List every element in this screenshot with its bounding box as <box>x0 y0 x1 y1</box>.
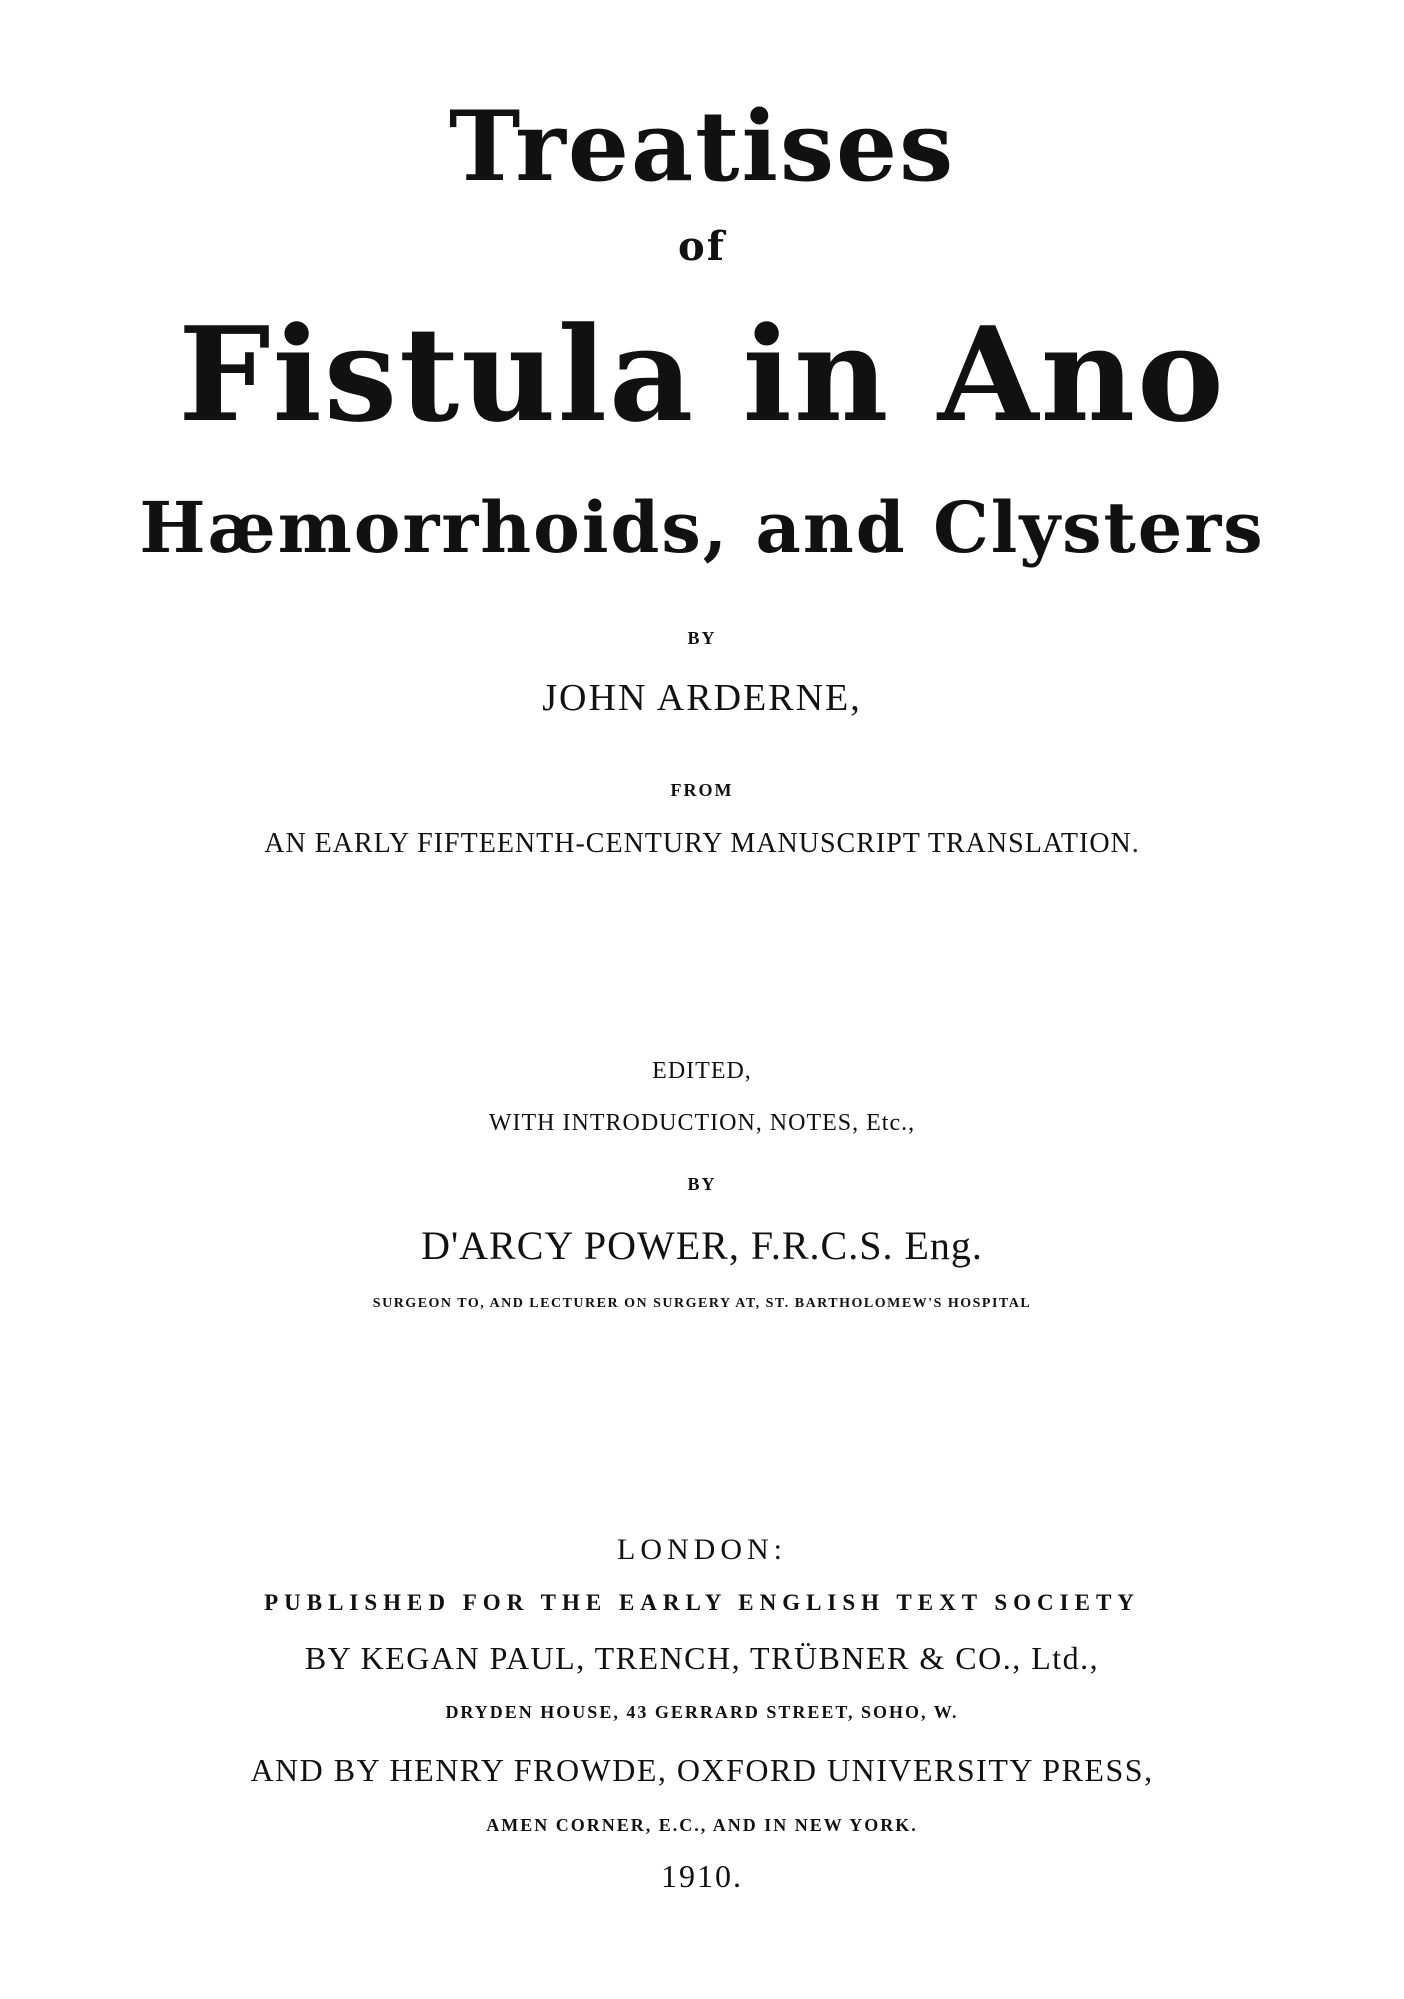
editor-name: D'ARCY POWER, F.R.C.S. Eng. <box>421 1223 983 1268</box>
publisher-address-line: DRYDEN HOUSE, 43 GERRARD STREET, SOHO, W. <box>445 1702 959 1722</box>
title-fistula-in-ano: Fistula in Ano <box>178 298 1226 451</box>
by-editor-label: BY <box>687 1174 717 1194</box>
publication-place: LONDON: <box>617 1533 787 1566</box>
title-of: of <box>678 223 726 270</box>
title-haemorrhoids-clysters: Hæmorrhoids, and Clysters <box>139 486 1265 569</box>
publisher-address-line-2: AMEN CORNER, E.C., AND IN NEW YORK. <box>486 1815 918 1835</box>
by-author-label: BY <box>687 628 717 648</box>
publisher-line-1: PUBLISHED FOR THE EARLY ENGLISH TEXT SOCIETY <box>264 1590 1140 1615</box>
introduction-notes-label: WITH INTRODUCTION, NOTES, Etc., <box>488 1110 916 1136</box>
from-label: FROM <box>670 780 734 800</box>
editor-affiliation: SURGEON TO, AND LECTURER ON SURGERY AT, ST. BARTHOLOMEW'S HOSPITAL <box>372 1296 1032 1311</box>
title-treatises: Treatises <box>448 90 956 203</box>
publisher-line-2: BY KEGAN PAUL, TRENCH, TRÜBNER & CO., Ltd., <box>304 1640 1100 1676</box>
publication-year: 1910. <box>661 1858 743 1894</box>
edited-label: EDITED, <box>652 1058 752 1084</box>
publisher-line-4: AND BY HENRY FROWDE, OXFORD UNIVERSITY PRESS, <box>250 1752 1154 1788</box>
source-description: AN EARLY FIFTEENTH-CENTURY MANUSCRIPT TRANSLATION. <box>264 828 1140 859</box>
author-name: JOHN ARDERNE, <box>542 677 862 719</box>
